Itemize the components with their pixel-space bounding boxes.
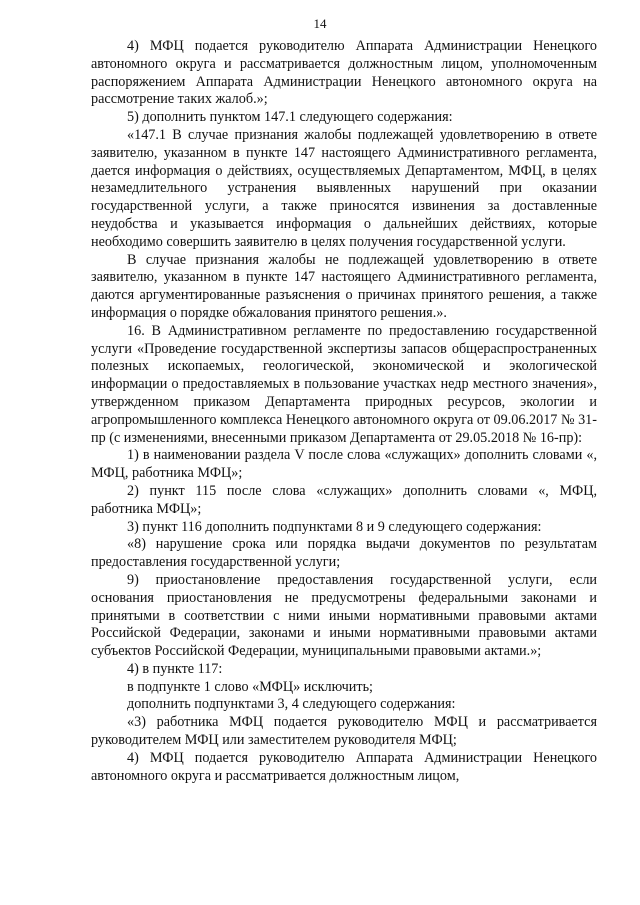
paragraph-item-3: 3) пункт 116 дополнить подпунктами 8 и 9 следующего содержания: bbox=[127, 518, 542, 535]
paragraph-item-2: 2) пункт 115 после слова «служащих» дополнить словами «, МФЦ, работника МФЦ»; bbox=[91, 482, 597, 517]
paragraph-add-subitems-3-4: дополнить подпунктами 3, 4 следующего содержания: bbox=[127, 696, 456, 713]
paragraph-point-147-1: «147.1 В случае признания жалобы подлежащей удовлетворению в ответе заявителю, указанном в пункте 147 настоящего Административного регламента, дается информация о действиях, осуществляемых Департаментом, МФЦ, в целях незамедлительного устранения выявленных нарушений при оказании государственной услуги, а также приносятся извинения за доставленные неудобства и указывается информация о дальнейших действиях, которые необходимо совершить заявителю в целях получения государственной услуги. bbox=[91, 126, 597, 250]
paragraph-item-4: 4) в пункте 117: bbox=[127, 660, 223, 677]
paragraph-subitem-3: «3) работника МФЦ подается руководителю МФЦ и рассматривается руководителем МФЦ или заместителем руководителя МФЦ; bbox=[91, 714, 597, 749]
document-body bbox=[91, 38, 597, 785]
paragraph-subitem-1-exclude: в подпункте 1 слово «МФЦ» исключить; bbox=[127, 678, 374, 695]
page-number: 14 bbox=[313, 16, 327, 31]
paragraph-section-16: 16. В Административном регламенте по предоставлению государственной услуги «Проведение государственной экспертизы запасов общераспространенных полезных ископаемых, геологической, экономической и экологической информации о предоставляемых в пользование участках недр местного значения», утвержденном приказом Департамента природных ресурсов, экологии и агропромышленного комплекса Ненецкого автономного округа от 09.06.2017 № 31-пр (с изменениями, внесенными приказом Департамента от 29.05.2018 № 16-пр): bbox=[91, 322, 597, 446]
paragraph-complaint-rejected: В случае признания жалобы не подлежащей удовлетворению в ответе заявителю, указанном в пункте 147 настоящего Административного регламента, даются аргументированные разъяснения о причинах принятого решения, а также информация о порядке обжалования принятого решения.». bbox=[91, 251, 597, 321]
paragraph-item-4-complaint-addressee: 4) МФЦ подается руководителю Аппарата Администрации Ненецкого автономного округа и рассматривается должностным лицом, уполномоченным распоряжением Аппарата Администрации Ненецкого автономного округа на рассмотрение таких жалоб.»; bbox=[91, 38, 597, 108]
paragraph-subitem-9: 9) приостановление предоставления государственной услуги, если основания приостановления не предусмотрены федеральными законами и принятыми в соответствии с ними иными нормативными правовыми актами Российской Федерации, законами и иными нормативными правовыми актами субъектов Российской Федерации, муниципальными правовыми актами.»; bbox=[91, 571, 597, 660]
paragraph-subitem-4: 4) МФЦ подается руководителю Аппарата Администрации Ненецкого автономного округа и рассматривается должностным лицом, bbox=[91, 749, 597, 784]
paragraph-add-point-147-1: 5) дополнить пунктом 147.1 следующего содержания: bbox=[127, 109, 453, 126]
paragraph-subitem-8: «8) нарушение срока или порядка выдачи документов по результатам предоставления государственной услуги; bbox=[91, 536, 597, 571]
paragraph-item-1: 1) в наименовании раздела V после слова «служащих» дополнить словами «, МФЦ, работника МФЦ»; bbox=[91, 447, 597, 482]
